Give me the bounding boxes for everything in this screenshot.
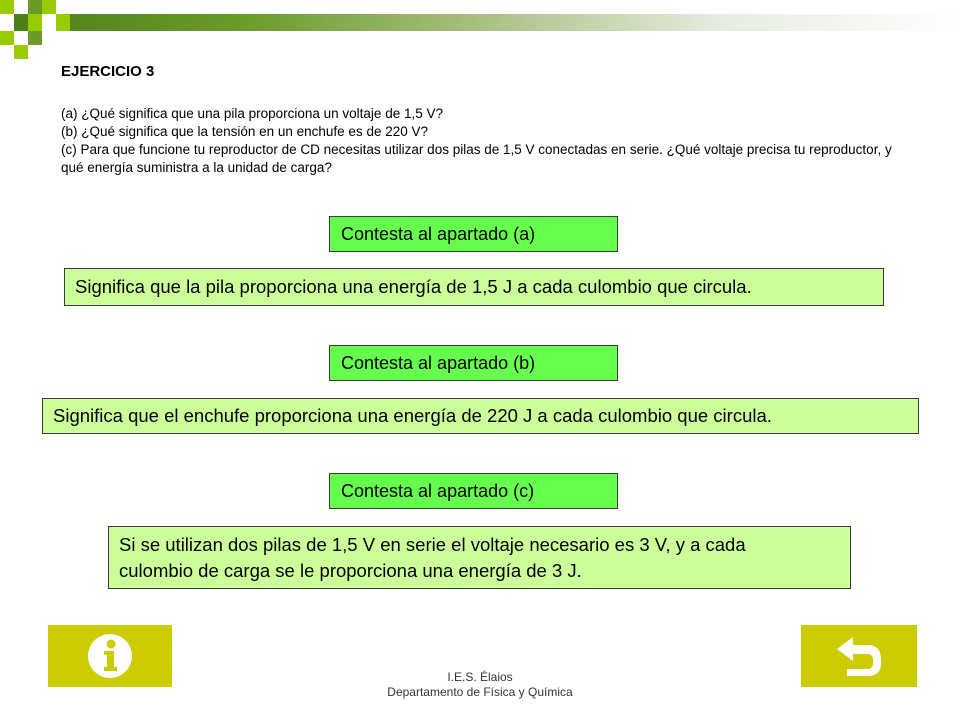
- question-b: (b) ¿Qué significa que la tensión en un enchufe es de 220 V?: [61, 124, 428, 139]
- question-text: [61, 105, 901, 177]
- exercise-title: EJERCICIO 3: [61, 63, 155, 80]
- footer-department: Departamento de Física y Química: [387, 685, 573, 699]
- answer-a-button[interactable]: Contesta al apartado (a): [329, 216, 618, 252]
- header-bar: [0, 14, 960, 31]
- question-c: (c) Para que funcione tu reproductor de CD necesitas utilizar dos pilas de 1,5 V conectadas en serie. ¿Qué voltaje precisa tu reproductor, y qué energía suministra a la unidad de carga?: [61, 142, 892, 175]
- answer-b-button[interactable]: Contesta al apartado (b): [329, 345, 618, 381]
- answer-a-text: Significa que la pila proporciona una energía de 1,5 J a cada culombio que circula.: [64, 268, 884, 306]
- answer-b-text: Significa que el enchufe proporciona una energía de 220 J a cada culombio que circula.: [42, 398, 919, 434]
- answer-c-text: Si se utilizan dos pilas de 1,5 V en serie el voltaje necesario es 3 V, y a cada culombio de carga se le proporciona una energía de 3 J.: [108, 526, 851, 589]
- question-a: (a) ¿Qué significa que una pila proporciona un voltaje de 1,5 V?: [61, 106, 443, 121]
- footer-school: I.E.S. Élaios: [447, 670, 513, 684]
- answer-c-button[interactable]: Contesta al apartado (c): [329, 473, 618, 509]
